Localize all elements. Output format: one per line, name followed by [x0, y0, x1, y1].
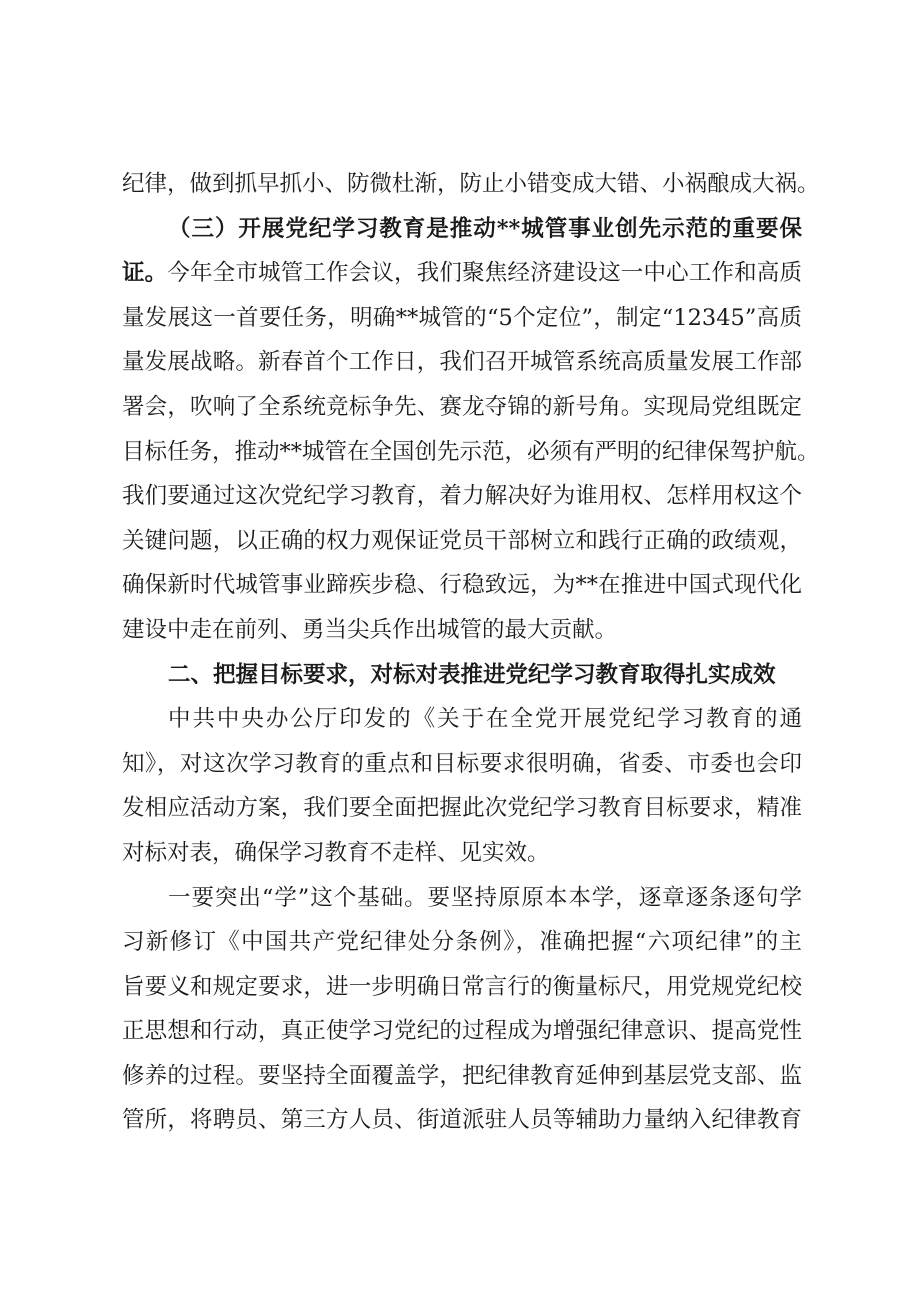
paragraph-line: 一要突出“学”这个基础。要坚持原原本本学，逐章逐条逐句学	[168, 884, 802, 911]
paragraph-line: 正思想和行动，真正使学习党纪的过程成为增强纪律意识、提高党性	[122, 1018, 802, 1045]
paragraph-text: 今年全市城管工作会议，我们聚焦经济建设这一中心工作和高质	[167, 260, 802, 287]
subheading-continuation: 证。	[122, 260, 168, 287]
paragraph-line: 习新修订《中国共产党纪律处分条例》，准确把握“六项纪律”的主	[122, 929, 802, 956]
paragraph-line: 旨要义和规定要求，进一步明确日常言行的衡量标尺，用党规党纪校	[122, 973, 802, 1000]
section-subheading-line: （三）开展党纪学习教育是推动**城管事业创先示范的重要保	[168, 215, 802, 242]
paragraph-line: 修养的过程。要坚持全面覆盖学，把纪律教育延伸到基层党支部、监	[122, 1062, 802, 1089]
paragraph-line: 管所，将聘员、第三方人员、街道派驻人员等辅助力量纳入纪律教育	[122, 1107, 802, 1134]
paragraph-line: 署会，吹响了全系统竞标争先、赛龙夺锦的新号角。实现局党组既定	[122, 393, 802, 420]
paragraph-line: 知》，对这次学习教育的重点和目标要求很明确，省委、市委也会印	[122, 750, 802, 777]
paragraph-line: 量发展战略。新春首个工作日，我们召开城管系统高质量发展工作部	[122, 349, 802, 376]
document-body	[122, 162, 820, 1143]
paragraph-line: 目标任务，推动**城管在全国创先示范，必须有严明的纪律保驾护航。	[122, 438, 820, 465]
paragraph-line: 发相应活动方案，我们要全面把握此次党纪学习教育目标要求，精准	[122, 795, 802, 822]
paragraph-line: 量发展这一首要任务，明确**城管的“5个定位”，制定“12345”高质	[122, 304, 802, 331]
paragraph-line: 建设中走在前列、勇当尖兵作出城管的最大贡献。	[122, 616, 618, 643]
paragraph-line: 纪律，做到抓早抓小、防微杜渐，防止小错变成大错、小祸酿成大祸。	[122, 171, 820, 197]
paragraph-line	[122, 251, 802, 296]
paragraph-line: 我们要通过这次党纪学习教育，着力解决好为谁用权、怎样用权这个	[122, 483, 802, 510]
paragraph-line: 中共中央办公厅印发的《关于在全党开展党纪学习教育的通	[168, 706, 802, 733]
paragraph-line: 关键问题，以正确的权力观保证党员干部树立和践行正确的政绩观，	[122, 527, 802, 554]
paragraph-line: 对标对表，确保学习教育不走样、见实效。	[122, 839, 550, 866]
paragraph-line: 确保新时代城管事业蹄疾步稳、行稳致远，为**在推进中国式现代化	[122, 572, 802, 599]
section-heading: 二、把握目标要求，对标对表推进党纪学习教育取得扎实成效	[168, 661, 776, 688]
